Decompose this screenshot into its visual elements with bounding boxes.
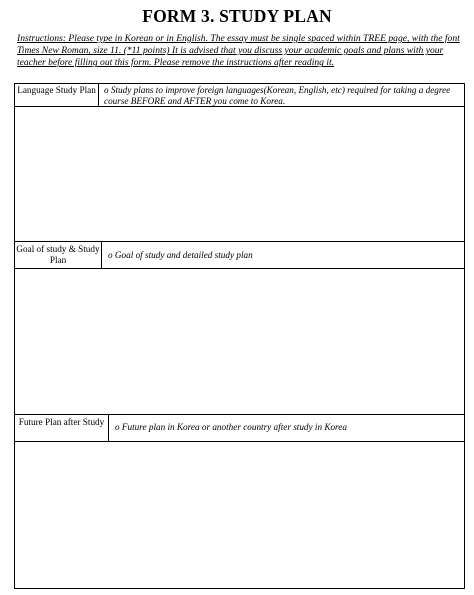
- header-divider: [108, 414, 109, 441]
- divider-line: [15, 414, 464, 415]
- study-plan-form-table: [14, 83, 465, 589]
- section-label-language-study-plan: Language Study Plan: [17, 85, 96, 95]
- page-title: FORM 3. STUDY PLAN: [142, 6, 332, 26]
- section-description-future-plan: o Future plan in Korea or another country after study in Korea: [115, 422, 347, 432]
- answer-area-goal-of-study[interactable]: [15, 269, 464, 414]
- section-description-goal-of-study: o Goal of study and detailed study plan: [108, 250, 253, 260]
- answer-area-language-study-plan[interactable]: [15, 107, 464, 241]
- divider-line: [15, 241, 464, 242]
- header-divider: [98, 84, 99, 106]
- answer-area-future-plan[interactable]: [15, 442, 464, 588]
- header-divider: [101, 241, 102, 268]
- section-label-goal-of-study: Goal of study & Study Plan: [16, 244, 100, 265]
- section-label-future-plan: Future Plan after Study: [18, 417, 105, 427]
- section-description-language-study-plan: o Study plans to improve foreign languages(Korean, English, etc) required for taking a degree course BEFORE and AFTER you come to Korea.: [104, 85, 451, 106]
- instructions-text: Instructions: Please type in Korean or in English. The essay must be single spaced within TREE page, with the font Times New Roman, size 11. (*11 points) It is advised that you discuss your academic goals and plans with your teacher before filling out this form. Please remove the instructions after reading it.: [17, 33, 460, 69]
